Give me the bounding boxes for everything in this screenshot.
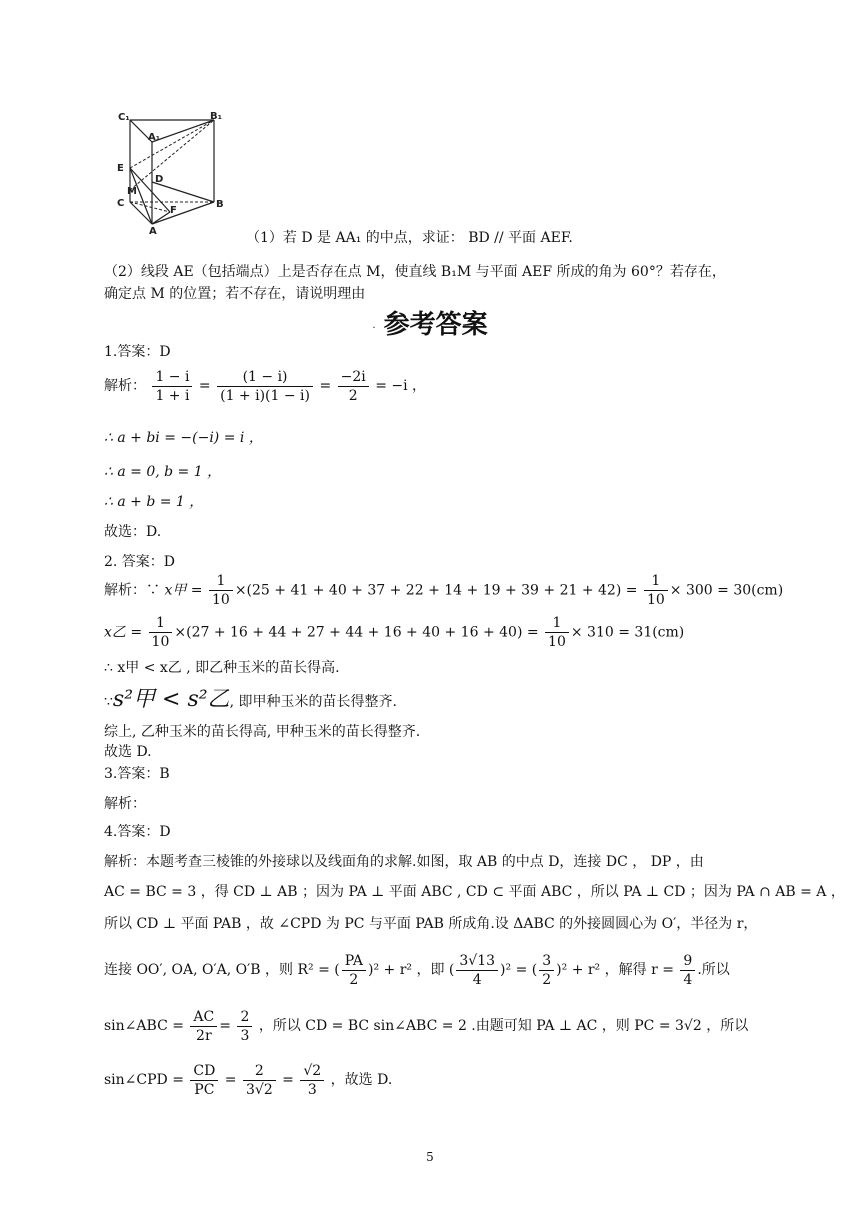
- question-part-1: （1）若 D 是 AA₁ 的中点，求证： BD // 平面 AEF.: [246, 230, 573, 246]
- answer-1: 1.答案：D: [104, 344, 171, 360]
- answer-2-compare-mean: ∴ x甲 < x乙 , 即乙种玉米的苗长得高.: [104, 660, 340, 676]
- answer-3-analysis: 解析：: [104, 796, 146, 812]
- answer-2-compare-var: ∵s²甲 < s²乙, 即甲种玉米的苗长得整齐.: [104, 687, 397, 712]
- answer-1-analysis: 解析： $\frac{1 - i}{1 + i}$ = $\frac{(1 - i)}{(1 + i)(1 - i)}$ = $\frac{-2i}{2}$ = −i ，: [104, 368, 427, 404]
- answer-1-step: ∴ a = 0, b = 1 ，: [104, 464, 222, 480]
- answer-1-step: ∴ a + bi = −(−i) = i ，: [104, 430, 263, 446]
- answer-2: 2. 答案：D: [104, 554, 176, 570]
- figure-label: F: [170, 205, 177, 216]
- figure-label: C₁: [118, 112, 130, 123]
- page-number: 5: [426, 1150, 434, 1164]
- answer-2-mean-a: 解析：∵ x甲 = $\frac{1}{10}$ ×(25 + 41 + 40 + 37 + 22 + 14 + 19 + 39 + 21 + 42) = $\frac{1}{10}$ × 300 = 30(cm): [104, 573, 784, 608]
- section-heading: . 参考答案: [372, 310, 488, 340]
- figure-label: A₁: [148, 132, 161, 143]
- figure-label: B₁: [210, 111, 223, 122]
- answer-1-choice: 故选：D.: [104, 524, 162, 540]
- prism-figure: [112, 110, 232, 235]
- answer-4-line: 连接 OO′, OA, O′A, O′B ，则 R² = ( $\frac{PA}{2}$ )² + r² ，即 ( $\frac{3√13}{4}$ )² = ( $\frac{3}{2}$ )² + r² ，解得 r = $\frac{9}{4}$ .所以: [104, 952, 730, 988]
- answer-1-step: ∴ a + b = 1 ，: [104, 494, 204, 510]
- answer-3: 3.答案：B: [104, 766, 170, 782]
- answer-4-line: 解析：本题考查三棱锥的外接球以及线面角的求解.如图，取 AB 的中点 D，连接 DC ， DP ，由: [104, 854, 704, 870]
- figure-label: M: [127, 186, 137, 197]
- answer-4-line: AC = BC = 3 ，得 CD ⊥ AB ；因为 PA ⊥ 平面 ABC , CD ⊂ 平面 ABC ，所以 PA ⊥ CD ；因为 PA ∩ AB = A ，: [104, 884, 845, 900]
- figure-label: B: [216, 199, 224, 210]
- figure-label: D: [155, 174, 164, 185]
- answer-4: 4.答案：D: [104, 824, 171, 840]
- answer-2-summary: 综上, 乙种玉米的苗长得高, 甲种玉米的苗长得整齐.: [104, 724, 421, 740]
- answer-2-mean-b: x乙 = $\frac{1}{10}$ ×(27 + 16 + 44 + 27 + 44 + 16 + 40 + 16 + 40) = $\frac{1}{10}$ × 310 = 31(cm): [104, 615, 685, 650]
- answer-4-line: sin∠ABC = $\frac{AC}{2r}$ = $\frac{2}{3}$ ，所以 CD = BC sin∠ABC = 2 .由题可知 PA ⊥ AC ，则 PC = 3√2 ，所以: [104, 1008, 749, 1044]
- answer-2-choice: 故选 D.: [104, 744, 152, 760]
- question-part-2: （2）线段 AE（包括端点）上是否存在点 M，使直线 B₁M 与平面 AEF 所成的角为 60°？若存在，: [104, 264, 726, 280]
- question-part-2-cont: 确定点 M 的位置；若不存在，请说明理由: [104, 286, 366, 302]
- answer-4-line: 所以 CD ⊥ 平面 PAB ，故 ∠CPD 为 PC 与平面 PAB 所成角.设 ΔABC 的外接圆圆心为 O′，半径为 r，: [104, 916, 758, 932]
- answer-4-line: sin∠CPD = $\frac{CD}{PC}$ = $\frac{2}{3√2}$ = $\frac{√2}{3}$ ，故选 D.: [104, 1062, 393, 1098]
- figure-label: C: [117, 198, 125, 209]
- figure-label: A: [149, 226, 157, 235]
- figure-label: E: [117, 163, 124, 174]
